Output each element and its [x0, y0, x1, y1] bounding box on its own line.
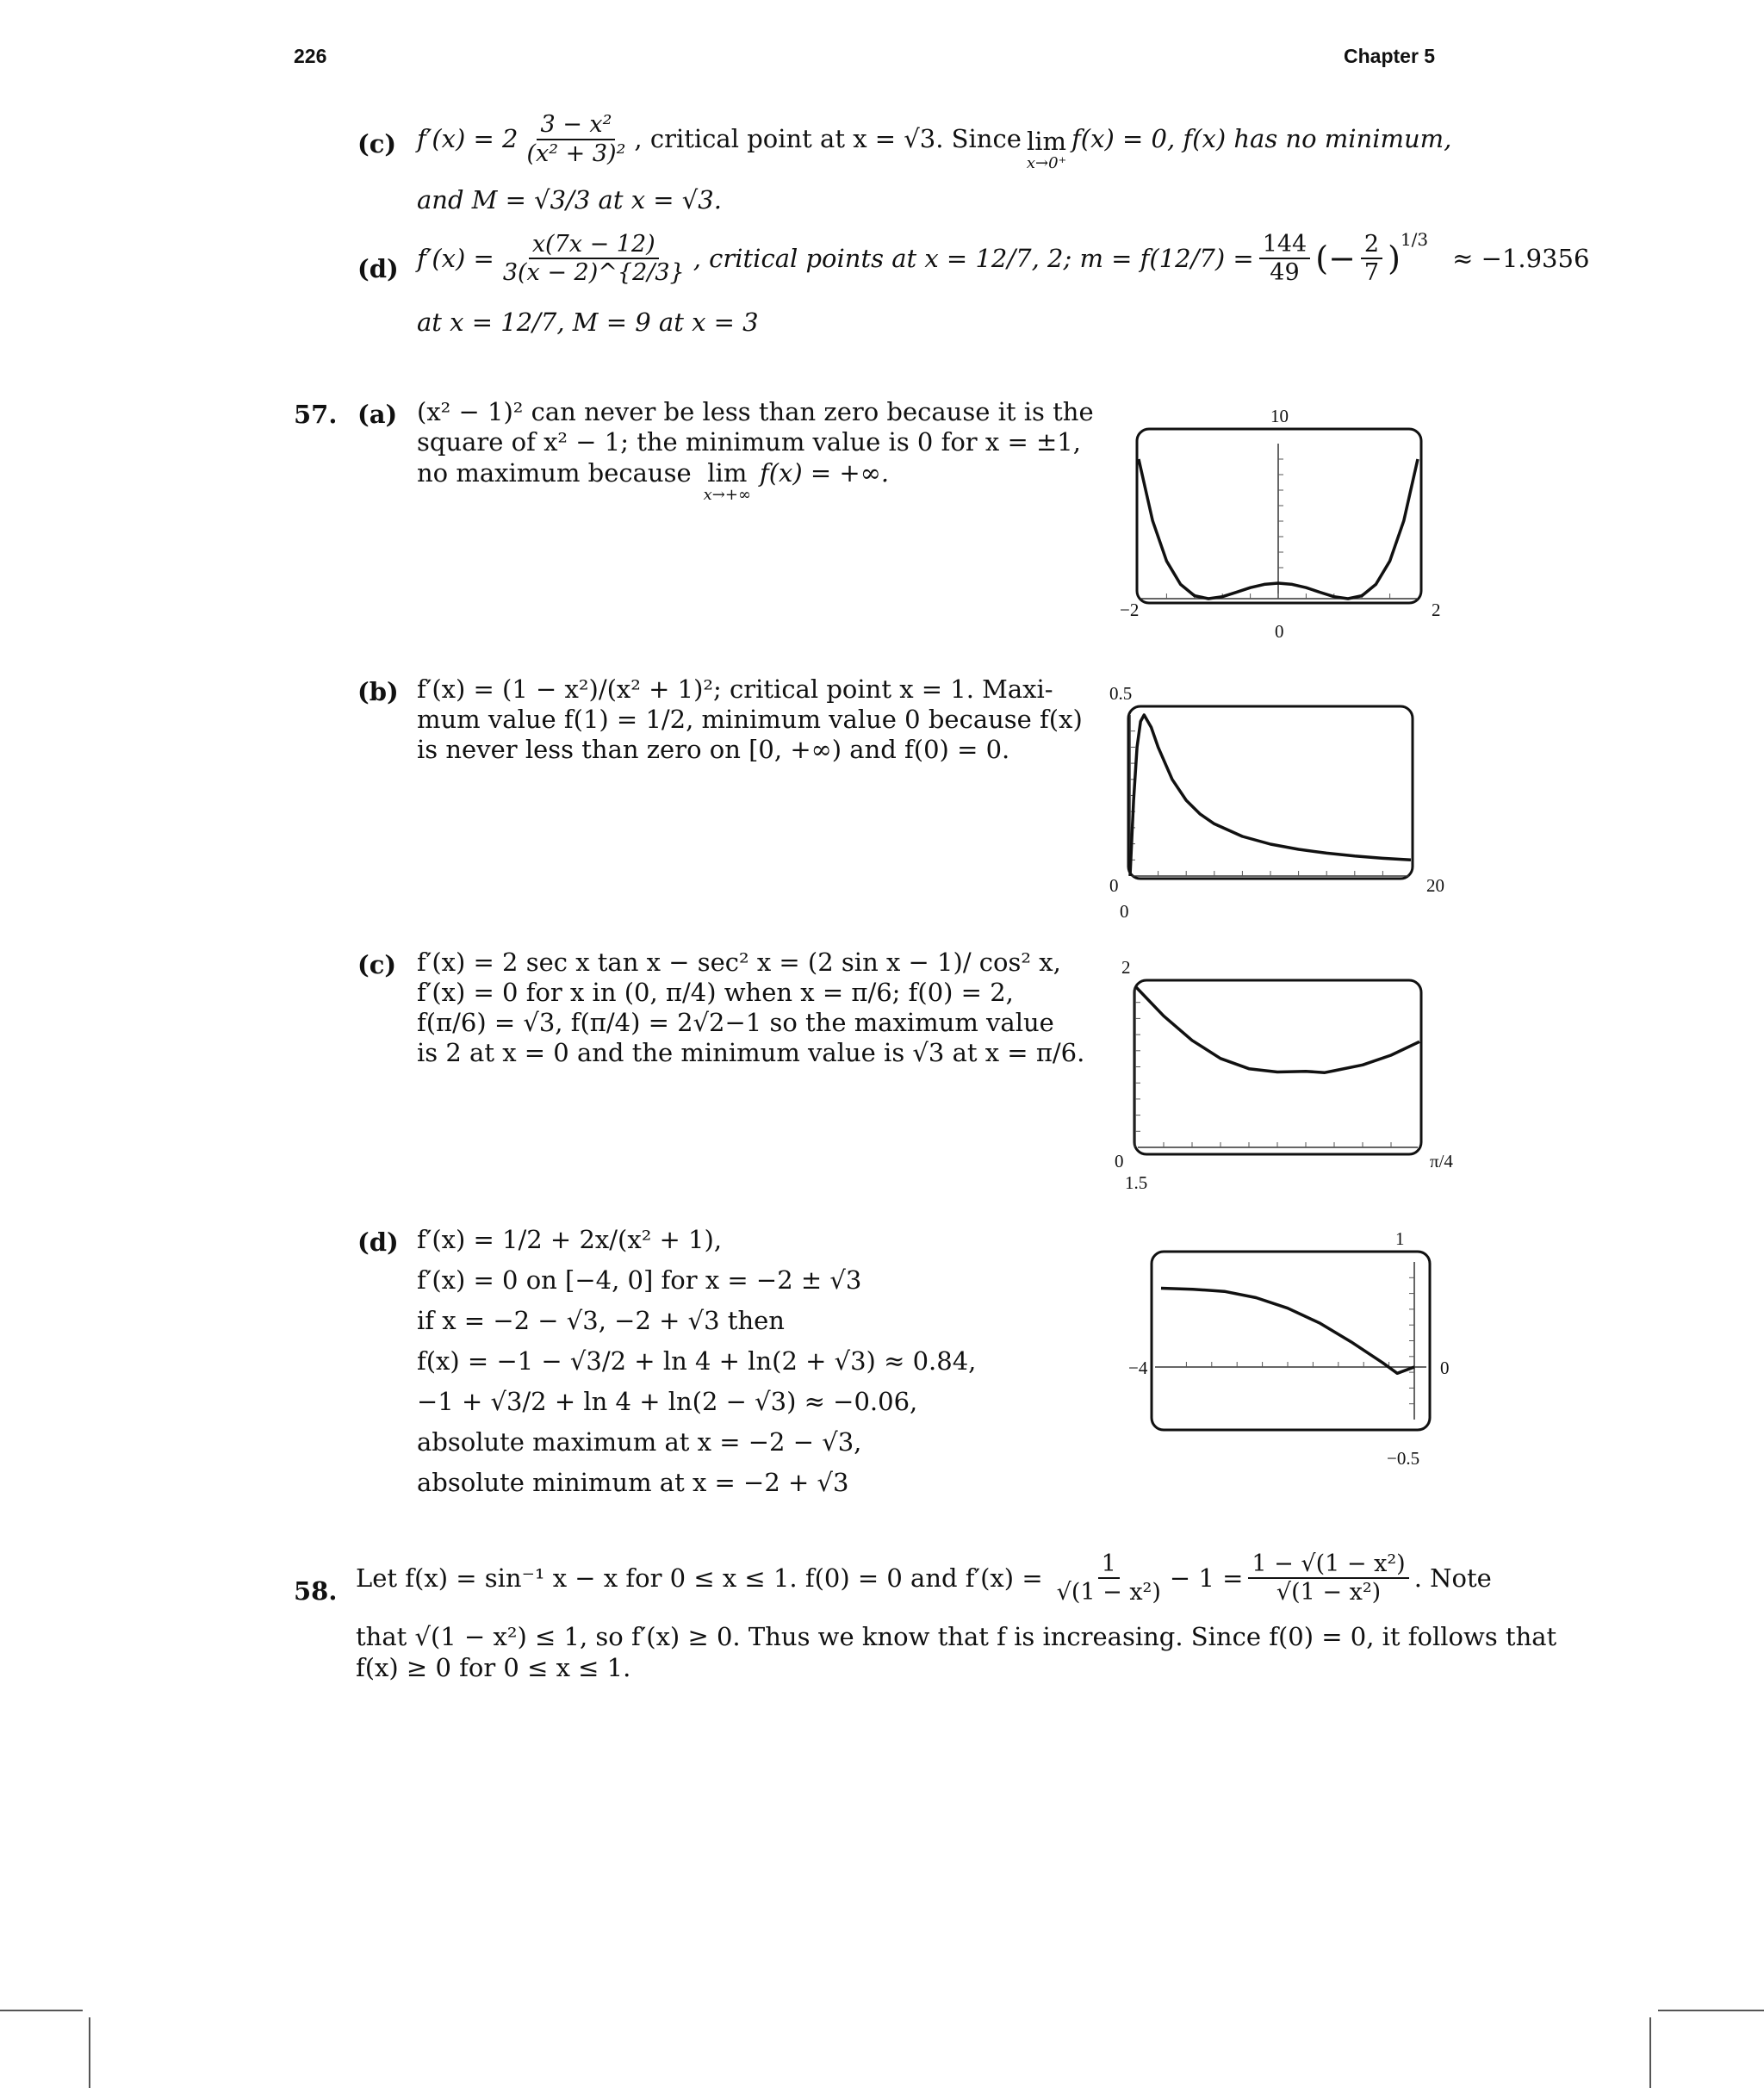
p58-l1-post: . Note — [1413, 1563, 1492, 1593]
p58-fraction2 — [1248, 1550, 1408, 1606]
p57a-limit — [703, 458, 751, 504]
plot-57b — [1102, 672, 1456, 922]
p56d-label: (d) — [357, 254, 399, 283]
p56c-lim: lim — [1026, 127, 1067, 156]
p57a-l3-post: f(x) = +∞. — [759, 458, 890, 488]
p57d-line2: f′(x) = 0 on [−4, 0] for x = −2 ± √3 — [417, 1265, 862, 1295]
p56c-frac-den: (x² + 3)² — [526, 140, 626, 167]
p58-line3: f(x) ≥ 0 for 0 ≤ x ≤ 1. — [356, 1653, 631, 1682]
p57a-l3-pre: no maximum because — [417, 458, 692, 488]
p58-l1-mid: − 1 = — [1169, 1563, 1244, 1593]
p57b-label: (b) — [357, 677, 399, 706]
tick-label-ymin: 1.5 — [1125, 1172, 1148, 1193]
p57d-line1: f′(x) = 1/2 + 2x/(x² + 1), — [417, 1225, 723, 1254]
p57c-line4: is 2 at x = 0 and the minimum value is √3 at x = π/6. — [417, 1038, 1085, 1067]
p56c-line1 — [417, 107, 1451, 171]
p57b-line2: mum value f(1) = 1/2, minimum value 0 because f(x) — [417, 705, 1083, 734]
crop-mark-left-v — [89, 2017, 90, 2088]
p57c-line3: f(π/6) = √3, f(π/4) = 2√2−1 so the maximum value — [417, 1008, 1054, 1037]
tick-label-xmin: 0 — [1115, 1151, 1124, 1171]
p56d-exp: 1/3 — [1400, 229, 1429, 250]
plot-57a — [1102, 396, 1456, 646]
p57b-line3: is never less than zero on [0, +∞) and f(0) = 0. — [417, 735, 1010, 764]
p56c-label: (c) — [357, 129, 397, 158]
p56d-fraction — [500, 231, 688, 286]
p56c-fraction — [524, 111, 630, 166]
p57c-line2: f′(x) = 0 for x in (0, π/4) when x = π/6; f(0) = 2, — [417, 978, 1014, 1007]
p57b-line1: f′(x) = (1 − x²)/(x² + 1)²; critical point x = 1. Maxi- — [417, 674, 1053, 704]
p56d-line2: at x = 12/7, M = 9 at x = 3 — [417, 308, 759, 337]
p56c-frac-num: 3 − x² — [537, 111, 615, 140]
p56d-pre: f′(x) = — [417, 243, 494, 273]
p58-frac2-num: 1 − √(1 − x²) — [1248, 1550, 1408, 1579]
tick-label-ymin: 0 — [1120, 901, 1129, 922]
p56d-fraction3 — [1361, 231, 1382, 286]
tick-label-xmax: 0 — [1440, 1358, 1450, 1378]
p56d-frac3-num: 2 — [1361, 231, 1382, 259]
p56d-frac-den: 3(x − 2)^{2/3} — [502, 259, 685, 287]
tick-label-xmin: 0 — [1109, 875, 1119, 896]
tick-label-ymax: 0.5 — [1109, 683, 1133, 704]
crop-mark-right-h — [1658, 2010, 1764, 2011]
plot-frame — [1137, 429, 1421, 603]
p58-line2: that √(1 − x²) ≤ 1, so f′(x) ≥ 0. Thus we know that f is increasing. Since f(0) = 0, it follows that — [356, 1622, 1557, 1651]
p58-fraction1 — [1053, 1550, 1165, 1606]
plot-frame — [1152, 1252, 1430, 1430]
tick-label-ymax: 2 — [1121, 957, 1131, 978]
p58-frac1-num: 1 — [1098, 1550, 1120, 1579]
p56c-mid: , critical point at x = √3. Since — [634, 124, 1022, 153]
p56d-frac2-den: 49 — [1270, 259, 1300, 287]
p57a-line1: (x² − 1)² can never be less than zero because it is the — [417, 397, 1094, 426]
p57d-line6: absolute maximum at x = −2 − √3, — [417, 1427, 862, 1457]
p57a-lim-sub: x→+∞ — [703, 486, 751, 504]
chapter-title: Chapter 5 — [1344, 45, 1436, 67]
plot-frame — [1134, 980, 1421, 1154]
p58-l1-pre: Let f(x) = sin⁻¹ x − x for 0 ≤ x ≤ 1. f(0) = 0 and f′(x) = — [356, 1563, 1043, 1593]
p56c-limit — [1027, 129, 1066, 171]
series-line — [1130, 715, 1411, 876]
p57d-line7: absolute minimum at x = −2 + √3 — [417, 1468, 849, 1497]
tick-label-xmax: 20 — [1426, 875, 1444, 896]
p57d-label: (d) — [357, 1227, 399, 1257]
series-line — [1161, 1289, 1414, 1374]
p56d-paren-open: (− — [1315, 239, 1356, 278]
plot-frame — [1128, 706, 1413, 879]
p56d-frac3-den: 7 — [1363, 259, 1380, 287]
p56c-lim-sub: x→0⁺ — [1026, 154, 1067, 172]
p57a-label: (a) — [357, 400, 398, 429]
page-number: 226 — [294, 45, 327, 67]
p57c-line1: f′(x) = 2 sec x tan x − sec² x = (2 sin x − 1)/ cos² x, — [417, 948, 1061, 977]
p56d-fraction2 — [1259, 231, 1311, 286]
p56d-line1 — [417, 231, 1589, 286]
tick-label-ymin: 0 — [1275, 621, 1284, 642]
p56d-approx: ≈ −1.9356 — [1452, 243, 1590, 273]
p56c-post: f(x) = 0, f(x) has no minimum, — [1071, 124, 1452, 153]
p56d-mid: , critical points at x = 12/7, 2; m = f(12/7) = — [693, 243, 1254, 273]
p57a-lim: lim — [707, 458, 748, 488]
crop-mark-right-v — [1649, 2017, 1651, 2088]
p57a-line2: square of x² − 1; the minimum value is 0 for x = ±1, — [417, 427, 1081, 457]
p57-number: 57. — [294, 400, 338, 429]
p56d-frac-num: x(7x − 12) — [529, 231, 659, 259]
p57c-label: (c) — [357, 950, 397, 979]
p57d-line3: if x = −2 − √3, −2 + √3 then — [417, 1306, 785, 1335]
p57a-line3 — [417, 458, 890, 504]
tick-label-xmax: π/4 — [1430, 1151, 1453, 1171]
p58-number: 58. — [294, 1576, 338, 1606]
tick-label-ymax: 10 — [1270, 406, 1289, 426]
tick-label-ymax: 1 — [1395, 1228, 1405, 1249]
p56d-frac2-num: 144 — [1259, 231, 1311, 259]
p56c-line2: and M = √3/3 at x = √3. — [417, 185, 722, 214]
plot-57c — [1102, 948, 1456, 1197]
tick-label-ymin: −0.5 — [1387, 1448, 1420, 1469]
tick-label-xmin: −2 — [1120, 600, 1140, 620]
plot-57d — [1102, 1219, 1456, 1477]
tick-label-xmax: 2 — [1432, 600, 1441, 620]
tick-label-xmin: −4 — [1128, 1358, 1148, 1378]
p56d-paren-close: ) — [1388, 239, 1401, 278]
p56c-pre: f′(x) = 2 — [417, 124, 519, 153]
crop-mark-left-h — [0, 2010, 83, 2011]
p58-frac1-den: √(1 − x²) — [1056, 1579, 1161, 1606]
p58-line1 — [356, 1550, 1492, 1606]
p57d-line5: −1 + √3/2 + ln 4 + ln(2 − √3) ≈ −0.06, — [417, 1387, 918, 1416]
p58-frac2-den: √(1 − x²) — [1276, 1579, 1382, 1606]
series-line — [1135, 986, 1419, 1072]
p57d-line4: f(x) = −1 − √3/2 + ln 4 + ln(2 + √3) ≈ 0.84, — [417, 1346, 977, 1376]
